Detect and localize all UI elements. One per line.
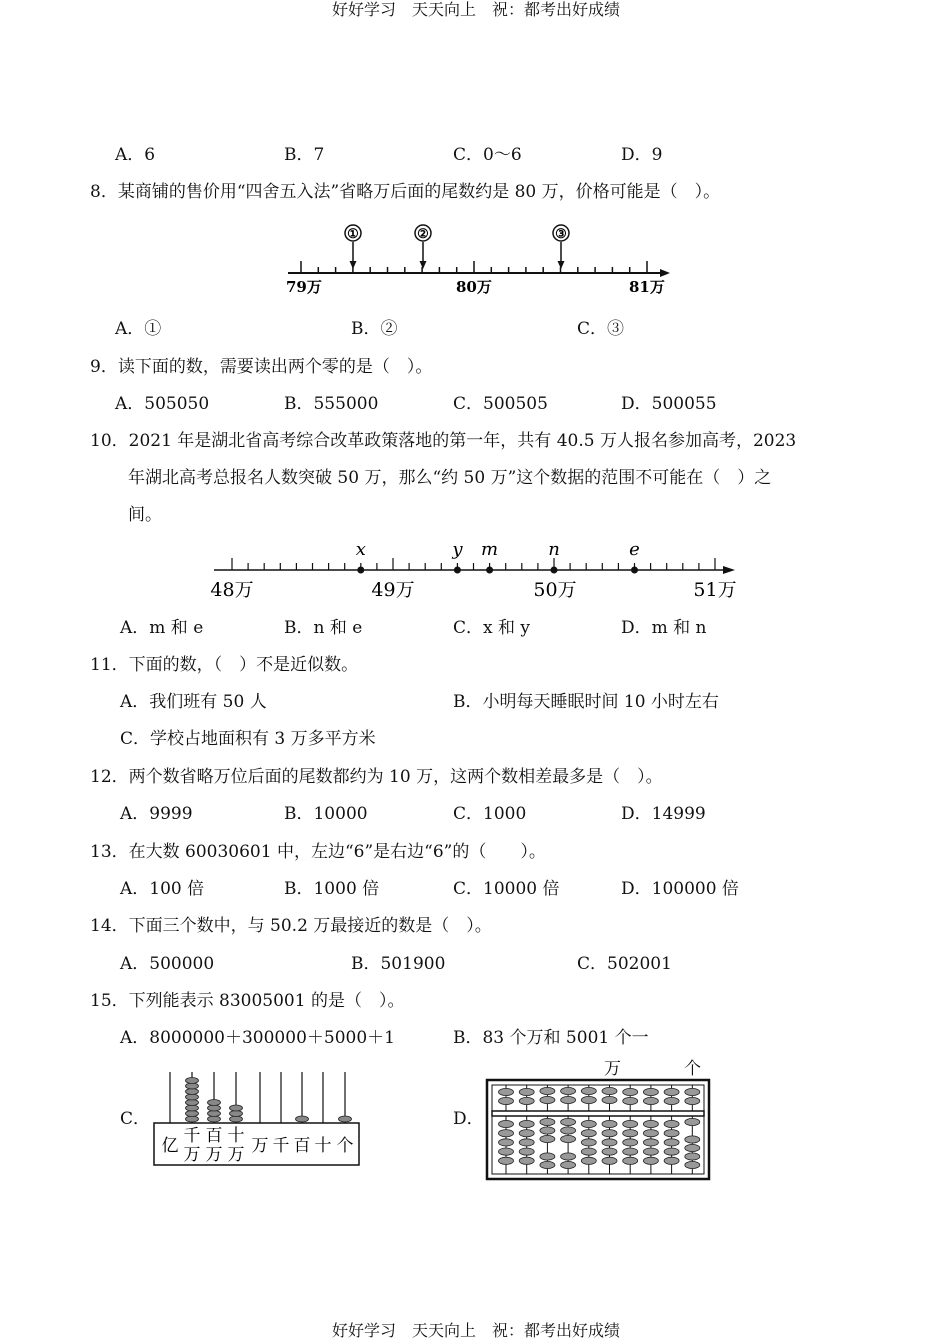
- abacus-d-bead: [581, 1157, 596, 1164]
- abacus-d-bead: [540, 1096, 555, 1103]
- axis-label-51: 51万: [693, 579, 737, 601]
- abacus-c-label: 百: [293, 1136, 311, 1156]
- page-footer: 好好学习 天天向上 祝：都考出好成绩: [332, 1321, 621, 1340]
- point-label-n: n: [548, 539, 560, 560]
- marker-3: [553, 225, 569, 269]
- abacus-c-label: 个: [336, 1136, 354, 1156]
- q13-option-c[interactable]: C．10000 倍: [453, 879, 560, 899]
- q11-stem: 11．下面的数，（ ）不是近似数。: [90, 655, 359, 675]
- abacus-d-bead: [561, 1135, 576, 1142]
- abacus-c-label: 万: [251, 1136, 269, 1156]
- abacus-d-bead: [643, 1148, 658, 1155]
- abacus-d-bead: [685, 1161, 700, 1168]
- abacus-d-bead: [561, 1118, 576, 1125]
- q8-stem: 8．某商铺的售价用“四舍五入法”省略万后面的尾数约是 80 万，价格可能是（ ）。: [90, 182, 721, 202]
- point-label-m: m: [481, 539, 499, 560]
- q15-option-c[interactable]: C．: [120, 1109, 151, 1129]
- abacus-d-bead: [561, 1096, 576, 1103]
- q8-option-c[interactable]: C．③: [577, 319, 625, 339]
- abacus-c-label: 亿: [161, 1136, 179, 1156]
- abacus-d-bead: [581, 1130, 596, 1137]
- abacus-c-bead: [186, 1083, 199, 1089]
- page-header: 好好学习 天天向上 祝：都考出好成绩: [332, 0, 621, 19]
- q7-option-a[interactable]: A．6: [115, 145, 156, 165]
- svg-text:①: ①: [347, 227, 359, 242]
- point-label-x: x: [355, 539, 366, 560]
- q15-option-d[interactable]: D．: [453, 1109, 484, 1129]
- abacus-d-bead: [540, 1127, 555, 1134]
- q9-option-b[interactable]: B．555000: [284, 394, 379, 414]
- q12-option-c[interactable]: C．1000: [453, 804, 527, 824]
- abacus-d-bead: [602, 1139, 617, 1146]
- abacus-d-bead: [643, 1130, 658, 1137]
- abacus-d-label-wan: 万: [604, 1059, 621, 1079]
- axis-label-49: 49万: [371, 579, 415, 601]
- q12-option-b[interactable]: B．10000: [284, 804, 368, 824]
- abacus-c-bead: [186, 1078, 199, 1084]
- q15-option-a[interactable]: A．8000000＋300000＋5000＋1: [120, 1028, 395, 1048]
- q10-number-line: [210, 535, 750, 605]
- abacus-c-label: 十: [227, 1126, 245, 1146]
- abacus-d-bead: [602, 1087, 617, 1094]
- q14-option-c[interactable]: C．502001: [577, 954, 672, 974]
- abacus-c-label: 十: [314, 1136, 332, 1156]
- abacus-d-bead: [602, 1096, 617, 1103]
- q11-option-c[interactable]: C．学校占地面积有 3 万多平方米: [120, 729, 376, 749]
- abacus-d-bead: [499, 1097, 514, 1104]
- q14-option-a[interactable]: A．500000: [120, 954, 215, 974]
- abacus-d-bead: [540, 1153, 555, 1160]
- q10-stem-line2: 年湖北高考总报名人数突破 50 万，那么“约 50 万”这个数据的范围不可能在（ ）之: [128, 468, 772, 488]
- abacus-d-bead: [581, 1148, 596, 1155]
- abacus-d-bead: [519, 1120, 534, 1127]
- abacus-c: [150, 1068, 365, 1168]
- q10-option-d[interactable]: D．m 和 n: [621, 618, 707, 638]
- abacus-c-bead: [296, 1116, 309, 1122]
- point-y: [454, 567, 461, 574]
- abacus-d-bead: [623, 1157, 638, 1164]
- abacus-c-label: 千: [272, 1136, 290, 1156]
- abacus-d-bead: [499, 1120, 514, 1127]
- q8-option-a[interactable]: A．①: [115, 319, 162, 339]
- q9-option-c[interactable]: C．500505: [453, 394, 548, 414]
- abacus-d-bead: [561, 1153, 576, 1160]
- abacus-d-bead: [519, 1139, 534, 1146]
- axis-label-81: 81万: [629, 278, 665, 296]
- marker-2: [415, 225, 431, 269]
- q7-option-d[interactable]: D．9: [621, 145, 663, 165]
- abacus-d-bead: [623, 1088, 638, 1095]
- abacus-d-bead: [623, 1130, 638, 1137]
- abacus-d-bead: [685, 1136, 700, 1143]
- abacus-d-bead: [561, 1087, 576, 1094]
- q7-option-c[interactable]: C．0～6: [453, 145, 522, 165]
- abacus-d-bead: [540, 1135, 555, 1142]
- abacus-d-bead: [602, 1157, 617, 1164]
- abacus-d-bead: [643, 1139, 658, 1146]
- abacus-d-bead: [623, 1097, 638, 1104]
- q9-option-a[interactable]: A．505050: [115, 394, 210, 414]
- axis-label-80: 80万: [456, 278, 492, 296]
- q11-option-a[interactable]: A．我们班有 50 人: [120, 692, 267, 712]
- abacus-d-bead: [623, 1148, 638, 1155]
- q12-option-d[interactable]: D．14999: [621, 804, 706, 824]
- abacus-d-bead: [623, 1139, 638, 1146]
- point-label-y: y: [452, 539, 463, 560]
- point-x: [357, 567, 364, 574]
- abacus-d-bead: [581, 1096, 596, 1103]
- q12-stem: 12．两个数省略万位后面的尾数都约为 10 万，这两个数相差最多是（ ）。: [90, 767, 663, 787]
- q15-stem: 15．下列能表示 83005001 的是（ ）。: [90, 991, 405, 1011]
- abacus-d-bead: [581, 1120, 596, 1127]
- q10-stem-line3: 间。: [128, 505, 162, 525]
- q15-option-b[interactable]: B．83 个万和 5001 个一: [453, 1028, 649, 1048]
- abacus-d-bead: [643, 1157, 658, 1164]
- q13-option-d[interactable]: D．100000 倍: [621, 879, 739, 899]
- abacus-d-bead: [540, 1161, 555, 1168]
- abacus-c-bead: [208, 1100, 221, 1106]
- svg-text:③: ③: [555, 227, 567, 242]
- q9-option-d[interactable]: D．500055: [621, 394, 717, 414]
- abacus-c-bead: [186, 1105, 199, 1111]
- q14-option-b[interactable]: B．501900: [351, 954, 446, 974]
- abacus-c-bead: [230, 1105, 243, 1111]
- q13-stem: 13．在大数 60030601 中，左边“6”是右边“6”的（ ）。: [90, 842, 546, 862]
- abacus-d-bead: [519, 1130, 534, 1137]
- abacus-d-bead: [540, 1118, 555, 1125]
- abacus-c-bead: [230, 1111, 243, 1117]
- abacus-c-bead: [186, 1111, 199, 1117]
- abacus-d-bead: [643, 1088, 658, 1095]
- abacus-d-bead: [664, 1097, 679, 1104]
- abacus-d-bead: [581, 1139, 596, 1146]
- abacus-d-bead: [685, 1153, 700, 1160]
- axis-label-79: 79万: [286, 278, 322, 296]
- q12-option-a[interactable]: A．9999: [120, 804, 193, 824]
- abacus-d-bead: [499, 1130, 514, 1137]
- q14-stem: 14．下面三个数中，与 50.2 万最接近的数是（ ）。: [90, 916, 492, 936]
- q9-stem: 9．读下面的数，需要读出两个零的是（ ）。: [90, 357, 433, 377]
- abacus-c-bead: [230, 1116, 243, 1122]
- abacus-d-bead: [499, 1148, 514, 1155]
- q10-stem-line1: 10．2021 年是湖北省高考综合改革政策落地的第一年，共有 40.5 万人报名参加高考，2023: [90, 431, 797, 451]
- svg-text:②: ②: [417, 227, 429, 242]
- q8-option-b[interactable]: B．②: [351, 319, 398, 339]
- abacus-d-bead: [664, 1148, 679, 1155]
- abacus-c-bead: [339, 1116, 352, 1122]
- marker-1: [345, 225, 361, 269]
- abacus-d-bead: [664, 1139, 679, 1146]
- abacus-d-bead: [519, 1088, 534, 1095]
- abacus-d-bead: [499, 1139, 514, 1146]
- q11-option-b[interactable]: B．小明每天睡眠时间 10 小时左右: [453, 692, 719, 712]
- q10-option-a[interactable]: A．m 和 e: [120, 618, 204, 638]
- point-n: [551, 567, 558, 574]
- q7-option-b[interactable]: B．7: [284, 145, 325, 165]
- abacus-c-bead: [186, 1100, 199, 1106]
- axis-label-48: 48万: [210, 579, 254, 601]
- abacus-d-bead: [499, 1088, 514, 1095]
- abacus-d-bead: [685, 1144, 700, 1151]
- abacus-d-bead: [499, 1157, 514, 1164]
- point-label-e: e: [629, 539, 640, 560]
- q10-option-c[interactable]: C．x 和 y: [453, 618, 531, 638]
- q13-option-b[interactable]: B．1000 倍: [284, 879, 380, 899]
- abacus-d-bead: [664, 1088, 679, 1095]
- axis-label-50: 50万: [533, 579, 577, 601]
- abacus-c-label: 百: [205, 1126, 223, 1146]
- abacus-c-bead: [186, 1116, 199, 1122]
- q8-number-line: [280, 222, 680, 302]
- abacus-d-label-ge: 个: [684, 1059, 701, 1079]
- abacus-d-bead: [643, 1097, 658, 1104]
- abacus-d-bead: [519, 1097, 534, 1104]
- q10-option-b[interactable]: B．n 和 e: [284, 618, 363, 638]
- abacus-d-bead: [602, 1148, 617, 1155]
- abacus-d-bead: [540, 1087, 555, 1094]
- abacus-d-bead: [561, 1127, 576, 1134]
- abacus-d-bead: [643, 1120, 658, 1127]
- abacus-d-bead: [581, 1087, 596, 1094]
- abacus-d-bead: [664, 1120, 679, 1127]
- abacus-d-bead: [561, 1161, 576, 1168]
- abacus-d: [486, 1079, 711, 1181]
- abacus-d-bead: [602, 1120, 617, 1127]
- abacus-d-bead: [685, 1118, 700, 1125]
- point-e: [631, 567, 638, 574]
- abacus-d-bead: [602, 1130, 617, 1137]
- abacus-c-bead: [186, 1089, 199, 1095]
- abacus-d-bead: [685, 1097, 700, 1104]
- abacus-d-bead: [623, 1120, 638, 1127]
- q13-option-a[interactable]: A．100 倍: [120, 879, 205, 899]
- abacus-d-bead: [519, 1157, 534, 1164]
- abacus-d-bead: [664, 1130, 679, 1137]
- abacus-d-bead: [519, 1148, 534, 1155]
- abacus-c-bead: [208, 1105, 221, 1111]
- abacus-d-bead: [664, 1157, 679, 1164]
- abacus-c-label: 千: [183, 1126, 201, 1146]
- abacus-c-label: 万: [205, 1145, 223, 1165]
- abacus-c-bead: [208, 1111, 221, 1117]
- abacus-c-bead: [208, 1116, 221, 1122]
- abacus-c-label: 万: [183, 1145, 201, 1165]
- abacus-d-bead: [685, 1088, 700, 1095]
- abacus-c-label: 万: [227, 1145, 245, 1165]
- abacus-c-bead: [186, 1094, 199, 1100]
- point-m: [486, 567, 493, 574]
